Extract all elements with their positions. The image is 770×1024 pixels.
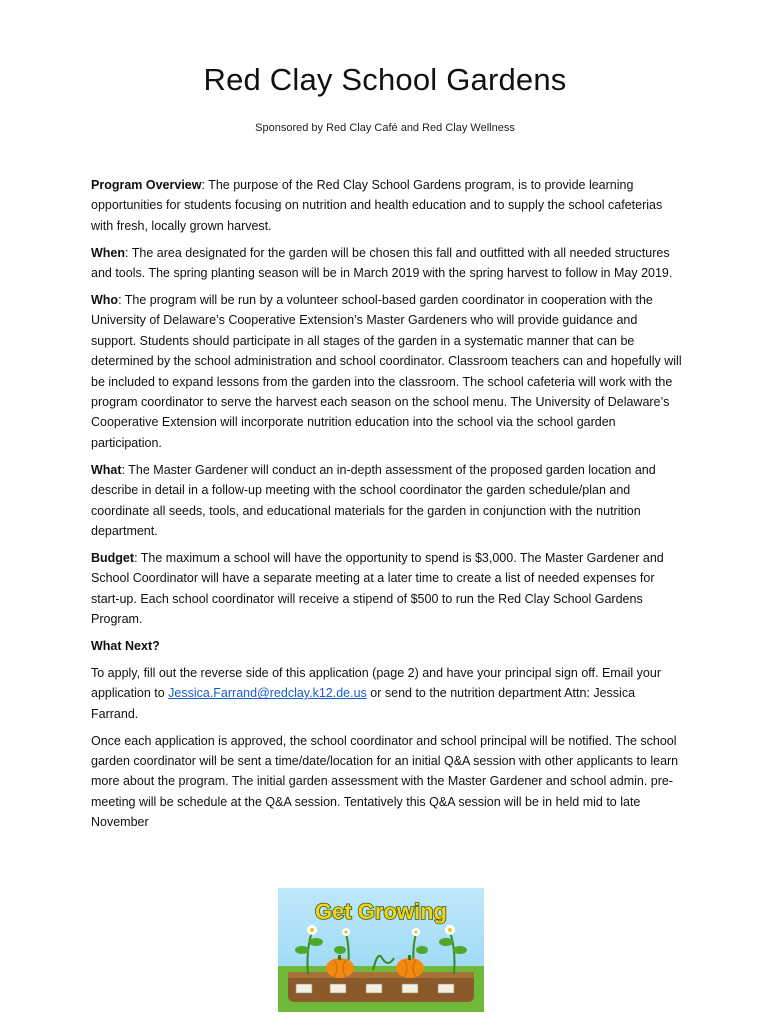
- overview-paragraph: [91, 175, 683, 236]
- who-text: : The program will be run by a volunteer school-based garden coordinator in cooperation with the University of Delaware’s Cooperative Extension’s Master Gardeners who will provide guidance and support. Students should participate in all stages of the garden in a systematic manner that can be determined by the school administration and school coordinator. Classroom teachers can and hopefully will be included to expand lessons from the garden into the classroom. The school cafeteria will work with the program coordinator to serve the harvest each season on the school menu. The University of Delaware’s Cooperative Extension will incorporate nutrition education into the school via the school garden participation.: [91, 293, 682, 450]
- page-title: Red Clay School Gardens: [203, 62, 567, 97]
- overview-text: : The purpose of the Red Clay School Gardens program, is to provide learning opportunities for students focusing on nutrition and health education and to supply the school cafeterias with fresh, locally grown harvest.: [91, 178, 663, 233]
- email-link[interactable]: Jessica.Farrand@redclay.k12.de.us: [168, 686, 367, 701]
- who-paragraph: [91, 290, 683, 453]
- when-paragraph: [91, 243, 683, 284]
- approval-paragraph: Once each application is approved, the school coordinator and school principal will be notified. The school garden coordinator will be sent a time/date/location for an initial Q&A session with other applicants to learn more about the program. The initial garden assessment with the Master Gardener and school admin. pre-meeting will be schedule at the Q&A session. Tentatively this Q&A session will be in held mid to late November: [91, 733, 679, 830]
- when-text: : The area designated for the garden will be chosen this fall and outfitted with all needed structures and tools. The spring planting season will be in March 2019 with the spring harvest to follow in May 2019.: [91, 245, 673, 281]
- budget-text: : The maximum a school will have the opportunity to spend is $3,000. The Master Gardener and School Coordinator will have a separate meeting at a later time to create a list of needed expenses for start-up. Each school coordinator will receive a stipend of $500 to run the Red Clay School Gardens Program.: [91, 550, 664, 627]
- soil-top: [288, 972, 474, 978]
- what-paragraph: [91, 460, 683, 542]
- apply-text-2: or send to the nutrition department Attn: Jessica Farrand.: [91, 686, 636, 721]
- when-label: When: [91, 245, 126, 260]
- budget-label: Budget: [91, 550, 135, 565]
- what-label: What: [91, 462, 122, 477]
- budget-paragraph: [91, 548, 683, 630]
- sponsor-line: Sponsored by Red Clay Café and Red Clay Wellness: [255, 122, 515, 134]
- get-growing-illustration: [278, 888, 484, 1012]
- what-text: : The Master Gardener will conduct an in-depth assessment of the proposed garden location and describe in detail in a follow-up meeting with the school coordinator the garden schedule/plan and coordinate all seeds, tools, and educational materials for the garden in conjunction with the nutrition department.: [91, 462, 656, 538]
- what-next-heading: [91, 636, 683, 656]
- apply-text-1: To apply, fill out the reverse side of this application (page 2) and have your principal sign off. Email your application to: [91, 665, 661, 701]
- what-next-label: What Next?: [91, 639, 160, 654]
- overview-label: Program Overview: [91, 178, 202, 192]
- apply-paragraph: [91, 663, 683, 724]
- document-body: [91, 175, 683, 839]
- banner-title-group: [315, 899, 447, 924]
- who-label: Who: [91, 293, 119, 308]
- banner-title: Get Growing: [315, 899, 447, 924]
